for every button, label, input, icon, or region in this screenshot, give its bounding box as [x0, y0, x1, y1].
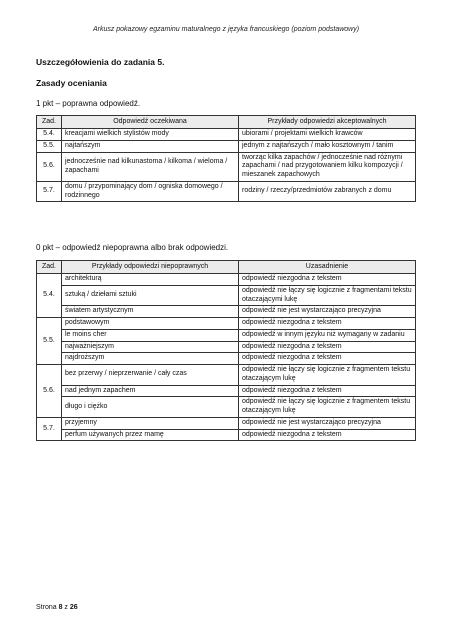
reason-cell: odpowiedź niezgodna z tekstem — [239, 318, 416, 330]
accepted-cell: tworząc kilka zapachów / jednocześnie nad różnymi zapachami / nad przygotowaniem kilku kompozycji / mieszanek zapachowych — [239, 152, 416, 181]
expected-cell: najtańszym — [62, 140, 239, 152]
table-row — [37, 397, 416, 418]
page-number: 8 — [58, 604, 63, 611]
reason-cell: odpowiedź niezgodna z tekstem — [239, 385, 416, 397]
zad-cell: 5.4. — [37, 274, 62, 318]
table-row — [37, 417, 416, 429]
reason-cell: odpowiedź nie łączy się logicznie z fragmentem tekstu otaczającym lukę — [239, 397, 416, 418]
reason-cell: odpowiedź nie jest wystarczająco precyzyjna — [239, 306, 416, 318]
footer-prefix: Strona — [36, 604, 59, 611]
expected-cell: kreacjami wielkich stylistów mody — [62, 129, 239, 141]
incorrect-cell: perfum używanych przez mamę — [62, 429, 239, 441]
table-row — [37, 152, 416, 181]
col-header-incorrect: Przykłady odpowiedzi niepoprawnych — [62, 261, 239, 274]
table-header-row — [37, 116, 416, 129]
col-header-accepted: Przykłady odpowiedzi akceptowalnych — [239, 116, 416, 129]
correct-rule: 1 pkt – poprawna odpowiedź. — [36, 99, 141, 108]
table-row — [37, 329, 416, 341]
zad-cell: 5.6. — [37, 152, 62, 181]
reason-cell: odpowiedź niezgodna z tekstem — [239, 429, 416, 441]
table-row — [37, 181, 416, 202]
section-title: Uszczegółowienia do zadania 5. — [36, 57, 165, 67]
table-row — [37, 318, 416, 330]
incorrect-rule: 0 pkt – odpowiedź niepoprawna albo brak odpowiedzi. — [36, 243, 229, 252]
table-row — [37, 429, 416, 441]
zad-cell: 5.6. — [37, 365, 62, 418]
reason-cell: odpowiedź niezgodna z tekstem — [239, 274, 416, 286]
incorrect-cell: le moins cher — [62, 329, 239, 341]
col-header-zad: Zad. — [37, 116, 62, 129]
accepted-cell: ubiorami / projektami wielkich krawców — [239, 129, 416, 141]
table-row — [37, 306, 416, 318]
reason-cell: odpowiedź niezgodna z tekstem — [239, 353, 416, 365]
table-row — [37, 140, 416, 152]
incorrect-cell: przyjemny — [62, 417, 239, 429]
col-header-zad: Zad. — [37, 261, 62, 274]
incorrect-cell: długo i ciężko — [62, 397, 239, 418]
document-header: Arkusz pokazowy egzaminu maturalnego z języka francuskiego (poziom podstawowy) — [92, 26, 360, 33]
expected-cell: domu / przypominający dom / ogniska domowego / rodzinnego — [62, 181, 239, 202]
incorrect-cell: światem artystycznym — [62, 306, 239, 318]
incorrect-cell: nad jednym zapachem — [62, 385, 239, 397]
table-header-row — [37, 261, 416, 274]
accepted-cell: jednym z najtańszych / mało kosztownym / tanim — [239, 140, 416, 152]
reason-cell: odpowiedź nie łączy się logicznie z fragmentem tekstu otaczającym lukę — [239, 365, 416, 386]
table-row — [37, 341, 416, 353]
reason-cell: odpowiedź niezgodna z tekstem — [239, 341, 416, 353]
incorrect-cell: podstawowym — [62, 318, 239, 330]
accepted-cell: rodziny / rzeczy/przedmiotów zabranych z domu — [239, 181, 416, 202]
scoring-title: Zasady oceniania — [36, 78, 107, 88]
rejected-answers-table — [36, 260, 416, 441]
table-row — [37, 385, 416, 397]
col-header-reason: Uzasadnienie — [239, 261, 416, 274]
zad-cell: 5.4. — [37, 129, 62, 141]
incorrect-cell: sztuką / dziełami sztuki — [62, 285, 239, 306]
table-row — [37, 129, 416, 141]
page-total: 26 — [69, 604, 78, 611]
zad-cell: 5.5. — [37, 318, 62, 365]
incorrect-cell: najdroższym — [62, 353, 239, 365]
page-footer — [36, 604, 78, 611]
incorrect-cell: architekturą — [62, 274, 239, 286]
table-row — [37, 285, 416, 306]
footer-sep: z — [62, 604, 70, 611]
zad-cell: 5.5. — [37, 140, 62, 152]
reason-cell: odpowiedź nie łączy się logicznie z fragmentami tekstu otaczającymi lukę — [239, 285, 416, 306]
incorrect-cell: bez przerwy / nieprzerwanie / cały czas — [62, 365, 239, 386]
zad-cell: 5.7. — [37, 417, 62, 441]
table-row — [37, 353, 416, 365]
reason-cell: odpowiedź w innym języku niż wymagany w zadaniu — [239, 329, 416, 341]
accepted-answers-table — [36, 115, 416, 202]
table-row — [37, 274, 416, 286]
col-header-expected: Odpowiedź oczekiwana — [62, 116, 239, 129]
incorrect-cell: najważniejszym — [62, 341, 239, 353]
table-row — [37, 365, 416, 386]
expected-cell: jednocześnie nad kilkunastoma / kilkoma / wieloma / zapachami — [62, 152, 239, 181]
zad-cell: 5.7. — [37, 181, 62, 202]
reason-cell: odpowiedź nie jest wystarczająco precyzyjna — [239, 417, 416, 429]
